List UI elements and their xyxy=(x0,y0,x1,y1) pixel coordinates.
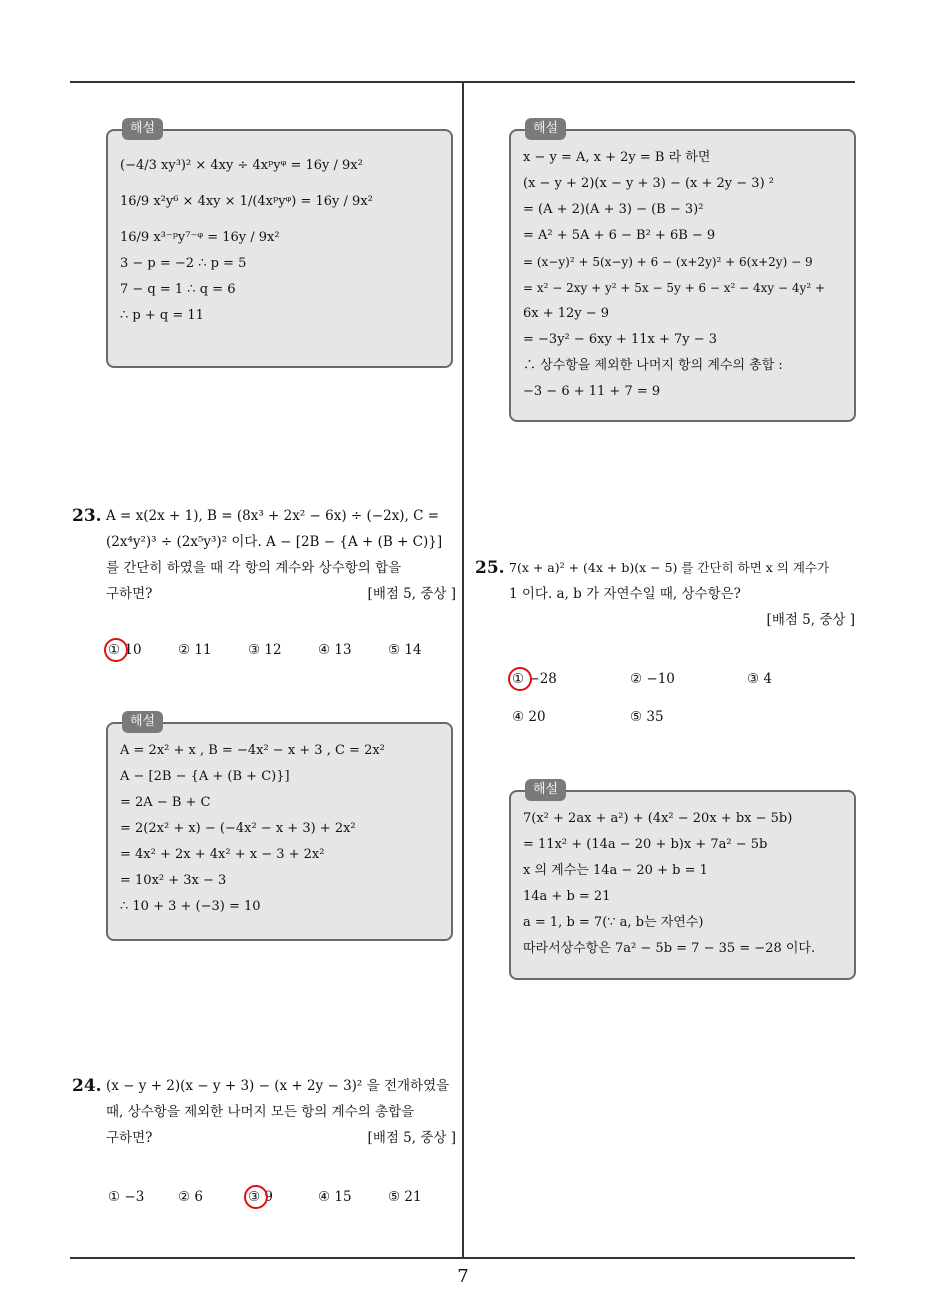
page-number: 7 xyxy=(457,1266,469,1287)
score-label: [배점 5, 중상 ] xyxy=(766,612,855,628)
solution-line: 7(x² + 2ax + a²) + (4x² − 20x + bx − 5b) xyxy=(523,811,793,826)
solution-line: 16/9 x³⁻ᵖy⁷⁻ᵠ = 16y / 9x² xyxy=(120,230,280,245)
question-line: 구하면? xyxy=(106,1130,153,1146)
selected-answer-mark xyxy=(508,667,532,691)
question-line: (x − y + 2)(x − y + 3) − (x + 2y − 3)² 을 전개하였을 xyxy=(106,1078,450,1094)
solution-box-q22 xyxy=(106,121,453,368)
solution-line: = 11x² + (14a − 20 + b)x + 7a² − 5b xyxy=(523,837,768,852)
solution-line: 3 − p = −2 ∴ p = 5 xyxy=(120,256,247,271)
choice-q25-2[interactable]: ② −10 xyxy=(630,671,675,687)
solution-line: (x − y + 2)(x − y + 3) − (x + 2y − 3) ² xyxy=(523,176,774,191)
solution-line: x − y = A, x + 2y = B 라 하면 xyxy=(523,150,711,165)
score-label: [배점 5, 중상 ] xyxy=(367,586,456,602)
bottom-rule xyxy=(70,1257,855,1259)
solution-box-q24 xyxy=(509,121,856,422)
solution-line: x 의 계수는 14a − 20 + b = 1 xyxy=(523,863,708,878)
solution-tag: 해설 xyxy=(122,118,163,140)
solution-line: (−4/3 xy³)² × 4xy ÷ 4xᵖyᵠ = 16y / 9x² xyxy=(120,158,363,173)
question-24 xyxy=(72,1073,456,1157)
question-line: A = x(2x + 1), B = (8x³ + 2x² − 6x) ÷ (−2x), C = xyxy=(106,508,440,524)
solution-tag: 해설 xyxy=(525,779,566,801)
choice-q23-2[interactable]: ② 11 xyxy=(178,642,212,658)
solution-line: ∴ 상수항을 제외한 나머지 항의 계수의 총합 : xyxy=(523,358,783,373)
solution-line: A = 2x² + x , B = −4x² − x + 3 , C = 2x² xyxy=(120,743,385,758)
question-line: 때, 상수항을 제외한 나머지 모든 항의 계수의 총합을 xyxy=(106,1104,415,1120)
choice-q24-3[interactable]: ③ 9 xyxy=(248,1189,273,1205)
choice-q23-5[interactable]: ⑤ 14 xyxy=(388,642,422,658)
solution-box-q25 xyxy=(509,782,856,980)
question-23 xyxy=(72,503,456,613)
solution-line: A − [2B − {A + (B + C)}] xyxy=(120,769,290,784)
choice-q25-4[interactable]: ④ 20 xyxy=(512,709,546,725)
question-line: 1 이다. a, b 가 자연수일 때, 상수항은? xyxy=(509,586,741,602)
solution-line: 14a + b = 21 xyxy=(523,889,611,904)
solution-line: = 10x² + 3x − 3 xyxy=(120,873,227,888)
choice-q25-5[interactable]: ⑤ 35 xyxy=(630,709,664,725)
solution-line: 7 − q = 1 ∴ q = 6 xyxy=(120,282,236,297)
solution-line: = 2(2x² + x) − (−4x² − x + 3) + 2x² xyxy=(120,821,356,836)
question-number: 24. xyxy=(72,1076,102,1096)
question-line: 를 간단히 하였을 때 각 항의 계수와 상수항의 합을 xyxy=(106,560,402,576)
solution-line: −3 − 6 + 11 + 7 = 9 xyxy=(523,384,661,399)
solution-line: = A² + 5A + 6 − B² + 6B − 9 xyxy=(523,228,716,243)
question-line: 구하면? xyxy=(106,586,153,602)
choice-q24-1[interactable]: ① −3 xyxy=(108,1189,145,1205)
solution-line: 따라서상수항은 7a² − 5b = 7 − 35 = −28 이다. xyxy=(523,941,816,956)
question-number: 23. xyxy=(72,506,102,526)
question-25 xyxy=(475,555,855,635)
solution-line: = 4x² + 2x + 4x² + x − 3 + 2x² xyxy=(120,847,325,862)
solution-line: = 2A − B + C xyxy=(120,795,211,810)
choice-q24-2[interactable]: ② 6 xyxy=(178,1189,203,1205)
choice-q23-1[interactable]: ① 10 xyxy=(108,642,142,658)
solution-tag: 해설 xyxy=(525,118,566,140)
solution-tag: 해설 xyxy=(122,711,163,733)
solution-line: 6x + 12y − 9 xyxy=(523,306,610,321)
choice-q25-3[interactable]: ③ 4 xyxy=(747,671,772,687)
solution-line: = (x−y)² + 5(x−y) + 6 − (x+2y)² + 6(x+2y) − 9 xyxy=(523,255,813,269)
solution-line: = −3y² − 6xy + 11x + 7y − 3 xyxy=(523,332,718,347)
selected-answer-mark xyxy=(104,638,128,662)
question-number: 25. xyxy=(475,558,505,578)
choice-q25-1[interactable]: ① −28 xyxy=(512,671,557,687)
question-text xyxy=(509,555,829,607)
solution-line: = (A + 2)(A + 3) − (B − 3)² xyxy=(523,202,704,217)
choice-q23-4[interactable]: ④ 13 xyxy=(318,642,352,658)
question-line: 7(x + a)² + (4x + b)(x − 5) 를 간단히 하면 x 의 계수가 xyxy=(509,560,830,575)
choice-q24-5[interactable]: ⑤ 21 xyxy=(388,1189,422,1205)
solution-line: ∴ 10 + 3 + (−3) = 10 xyxy=(120,899,261,914)
solution-line: = x² − 2xy + y² + 5x − 5y + 6 − x² − 4xy − 4y² + xyxy=(523,281,825,295)
column-divider xyxy=(462,83,464,1258)
choice-q23-3[interactable]: ③ 12 xyxy=(248,642,282,658)
solution-line: 16/9 x²y⁶ × 4xy × 1/(4xᵖyᵠ) = 16y / 9x² xyxy=(120,194,373,209)
score-label: [배점 5, 중상 ] xyxy=(367,1130,456,1146)
solution-line: ∴ p + q = 11 xyxy=(120,308,204,323)
selected-answer-mark xyxy=(244,1185,268,1209)
question-line: (2x⁴y²)³ ÷ (2x⁵y³)² 이다. A − [2B − {A + (B + C)}] xyxy=(106,534,443,550)
choice-q24-4[interactable]: ④ 15 xyxy=(318,1189,352,1205)
solution-box-q23 xyxy=(106,714,453,941)
solution-line: a = 1, b = 7(∵ a, b는 자연수) xyxy=(523,915,704,930)
